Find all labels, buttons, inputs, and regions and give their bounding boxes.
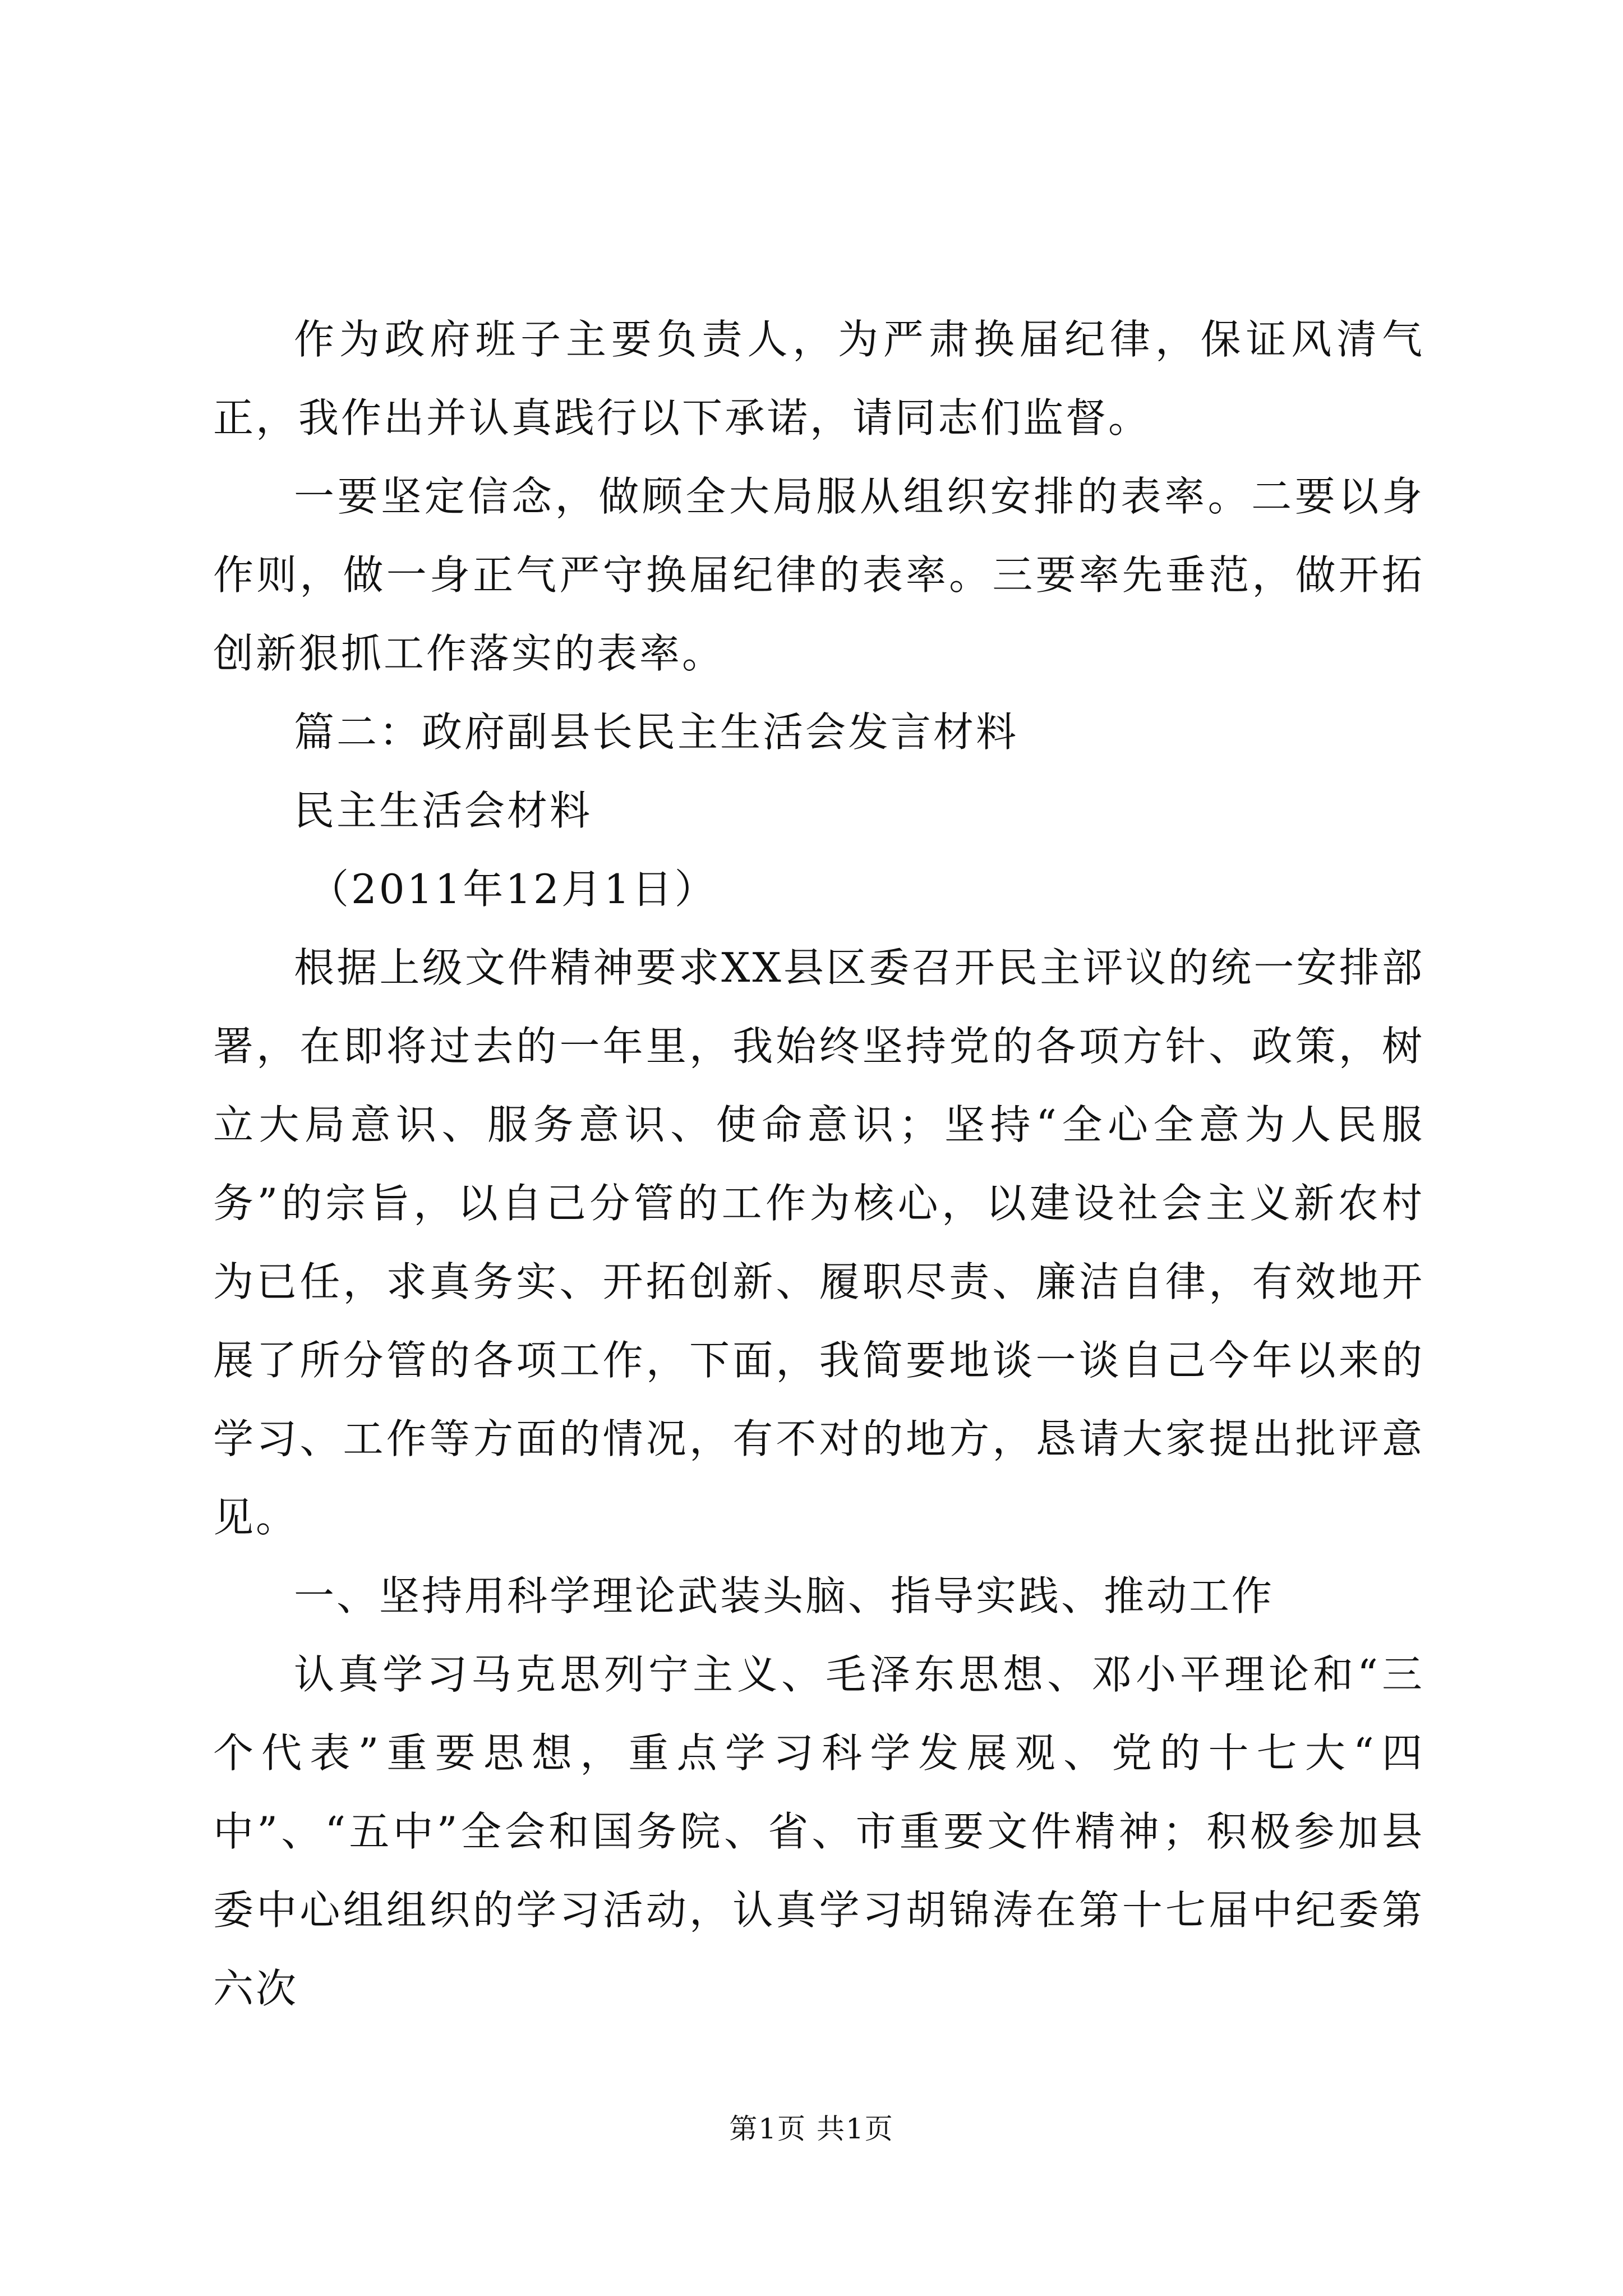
section-heading-part-two: 篇二：政府副县长民主生活会发言材料 — [294, 708, 1019, 756]
paragraph-commitment-intro: 作为政府班子主要负责人，为严肃换届纪律，保证风清气正，我作出并认真践行以下承诺，请同志们监督。 — [213, 316, 1424, 441]
document-date: （2011年12月1日） — [308, 866, 717, 913]
paragraph-study: 认真学习马克思列宁主义、毛泽东思想、邓小平理论和“三个代表”重要思想，重点学习科学发展观、党的十七大“四中”、“五中”全会和国务院、省、市重要文件精神；积极参加县委中心组组织的学习活动，认真学习胡锦涛在第十七届中纪委第六次 — [213, 1651, 1424, 2012]
document-title: 民主生活会材料 — [294, 787, 593, 834]
page-footer: 第1页 共1页 — [729, 2113, 894, 2145]
section-heading-one: 一、坚持用科学理论武装头脑、指导实践、推动工作 — [294, 1572, 1275, 1619]
paragraph-commitment-items: 一要坚定信念，做顾全大局服从组织安排的表率。二要以身作则，做一身正气严守换届纪律的表率。三要率先垂范，做开拓创新狠抓工作落实的表率。 — [213, 473, 1424, 677]
paragraph-overview: 根据上级文件精神要求XX县区委召开民主评议的统一安排部署，在即将过去的一年里，我始终坚持党的各项方针、政策，树立大局意识、服务意识、使命意识；坚持“全心全意为人民服务”的宗旨，以自己分管的工作为核心，以建设社会主义新农村为已任，求真务实、开拓创新、履职尽责、廉洁自律，有效地开展了所分管的各项工作，下面，我简要地谈一谈自己今年以来的学习、工作等方面的情况，有不对的地方，恳请大家提出批评意见。 — [213, 944, 1424, 1541]
document-body — [213, 300, 1424, 2028]
